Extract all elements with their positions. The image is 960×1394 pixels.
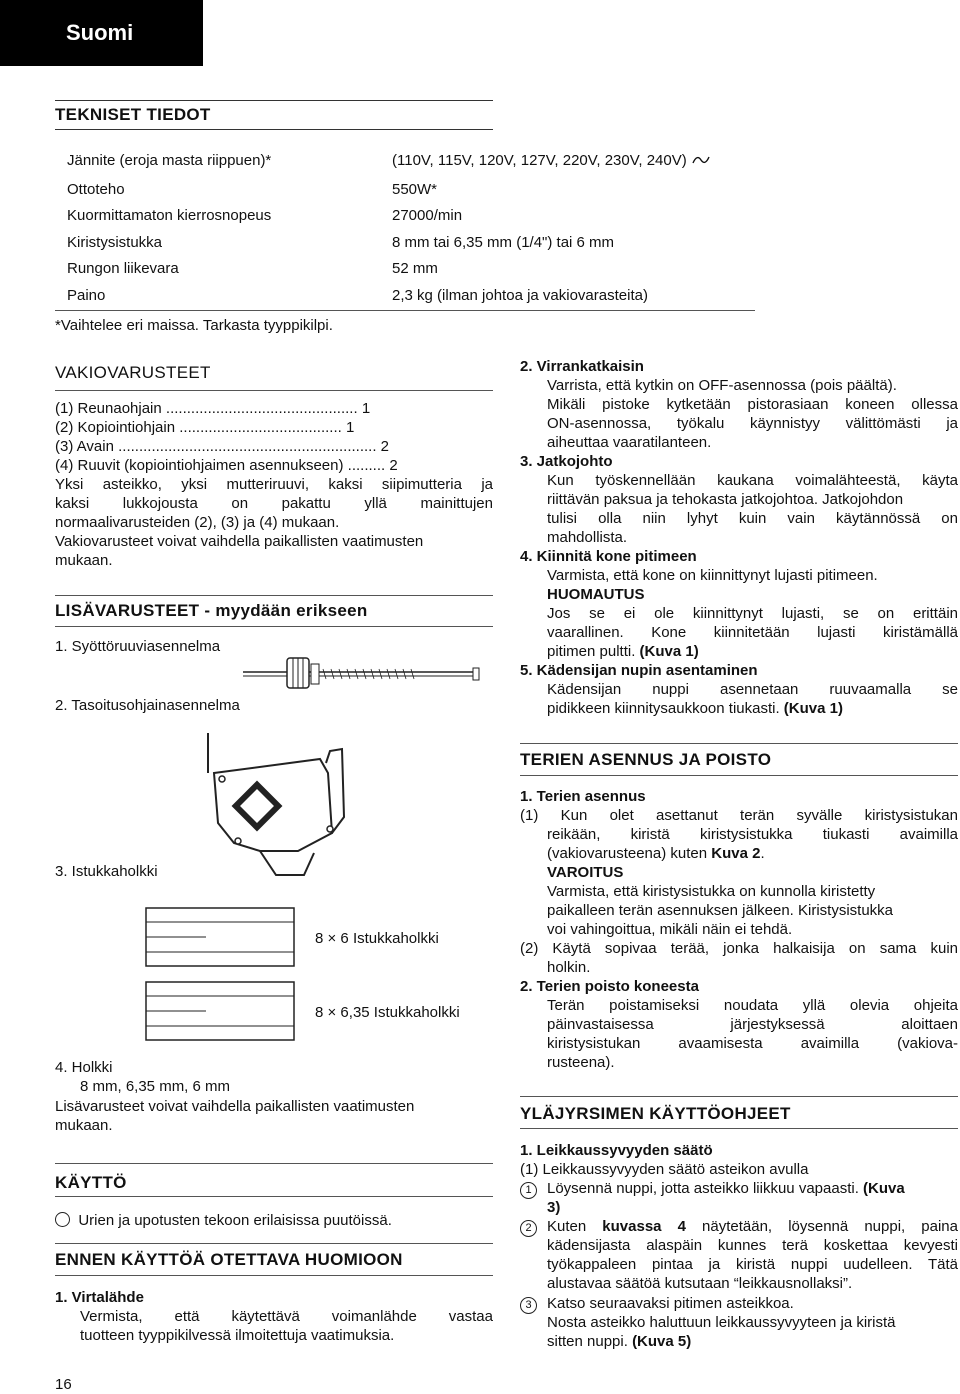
section-title: 2. Terien poisto koneesta: [520, 978, 699, 995]
note-label: VAROITUS: [547, 864, 624, 881]
body-text: (2) Käytä sopivaa terää, jonka halkaisija on sama kuin: [520, 940, 958, 957]
body-text: Varrista, että kytkin on OFF-asennossa (pois päältä).: [547, 377, 897, 394]
divider: [55, 390, 493, 391]
body-text: (1) Kun olet asettanut terän syvälle kiristysistukan: [520, 807, 958, 824]
figure-ref: (Kuva 1): [783, 700, 843, 717]
circled-number-icon: 1: [520, 1182, 537, 1199]
divider: [55, 595, 493, 596]
body-text: kaksi lukkojousta on pakattu yllä mainittujen: [55, 495, 493, 512]
body-text: vaarallinen. Kone kiinnitetään lujasti kiristämällä: [547, 624, 958, 641]
list-item: Urien ja upotusten tekoon erilaisissa puutöissä.: [55, 1211, 392, 1230]
collet-label: 8 × 6 Istukkaholkki: [315, 930, 439, 947]
body-text: pitimen pultti. (Kuva 1): [547, 643, 699, 660]
spec-value: 550W*: [392, 181, 438, 198]
body-text: tulisi olla niin lyhyt kuin vain käytännössä on: [547, 510, 958, 527]
feed-screw-illustration: [243, 652, 483, 692]
body-text: Löysennä nuppi, jotta asteikko liikkuu vapaasti. (Kuva: [547, 1180, 905, 1197]
spec-label: Rungon liikevara: [67, 260, 179, 277]
section-title: 3. Jatkojohto: [520, 453, 613, 470]
body-text: päinvastaisessa järjestyksessä aloittaen: [547, 1016, 958, 1033]
divider: [55, 1275, 493, 1276]
step-number: [520, 1179, 537, 1199]
spec-label: Kuormittamaton kierrosnopeus: [67, 207, 272, 224]
before-use-heading: ENNEN KÄYTTÖÄ OTETTAVA HUOMIOON: [55, 1250, 403, 1269]
step-number: [520, 1217, 537, 1237]
body-text: Lisävarusteet voivat vaihdella paikallisten vaatimusten: [55, 1098, 415, 1115]
spec-value: (110V, 115V, 120V, 127V, 220V, 230V, 240V): [392, 152, 711, 169]
bits-heading: TERIEN ASENNUS JA POISTO: [520, 750, 772, 769]
spec-label: Kiristysistukka: [67, 234, 163, 251]
optional-heading: LISÄVARUSTEET - myydään erikseen: [55, 601, 368, 620]
figure-ref: (Kuva 1): [639, 643, 699, 660]
step-number: [520, 1294, 537, 1314]
specs-footnote: *Vaihtelee eri maissa. Tarkasta tyyppikilpi.: [55, 317, 333, 334]
note-label: HUOMAUTUS: [547, 586, 645, 603]
body-text: pidikkeen kiinnitysaukkoon tiukasti. (Kuva 1): [547, 700, 843, 717]
body-text: rusteena).: [547, 1054, 615, 1071]
body-text: (1) Leikkaussyvyyden säätö asteikon avulla: [520, 1161, 809, 1178]
body-text: holkin.: [547, 959, 591, 976]
body-text: Vermista, että käytettävä voimanlähde vastaa: [80, 1308, 493, 1325]
section-title: 1. Terien asennus: [520, 788, 646, 805]
divider: [520, 775, 958, 776]
body-text: ON-asennossa, työkalu käynnistyy välittömästi ja: [547, 415, 958, 432]
figure-ref: Kuva 2: [711, 845, 761, 862]
body-text: Terän poistamiseksi noudata yllä olevia ohjeita: [547, 997, 958, 1014]
divider: [55, 1243, 493, 1244]
spec-value: 27000/min: [392, 207, 463, 224]
circled-number-icon: 3: [520, 1297, 537, 1314]
spec-value: 52 mm: [392, 260, 438, 277]
body-text: Kun työskennellään kaukana voimalähteestä, käyta: [547, 472, 958, 489]
language-tab: Suomi: [0, 0, 203, 66]
section-title: 5. Kädensijan nupin asentaminen: [520, 662, 758, 679]
divider: [520, 743, 958, 744]
collet-illustration: [146, 982, 296, 1042]
list-item: 4. Holkki: [55, 1059, 113, 1076]
body-text: voi vahingoittua, mikäli näin ei tehdä.: [547, 921, 793, 938]
list-item: (1) Reunaohjain .............................................. 1: [55, 400, 371, 417]
divider: [520, 1128, 958, 1129]
list-item: (4) Ruuvit (kopiointiohjaimen asennukseen) ......... 2: [55, 457, 398, 474]
circle-bullet-icon: [55, 1212, 70, 1227]
body-text: tuotteen tyyppikilvessä ilmoitettuja vaatimuksia.: [80, 1327, 395, 1344]
section-title: 1. Leikkaussyvyyden säätö: [520, 1142, 713, 1159]
divider: [55, 310, 755, 311]
list-item: 3. Istukkaholkki: [55, 863, 158, 880]
body-text: Nosta asteikko haluttuun leikkaussyvyyteen ja kiristä: [547, 1314, 896, 1331]
body-text: riittävän paksua ja tehokasta jatkojohtoa. Jatkojohdon: [547, 491, 904, 508]
divider: [55, 626, 493, 627]
body-text: kiristysistukan avaamisesta avaimilla (vakiova-: [547, 1035, 958, 1052]
body-text: reikään, kiristä kiristysistukka tiukasti avaimilla: [547, 826, 958, 843]
figure-ref: (Kuva 5): [632, 1333, 692, 1350]
ac-symbol-icon: [691, 152, 711, 168]
divider: [55, 1163, 493, 1164]
section-title: 1. Virtalähde: [55, 1289, 144, 1306]
list-item: (3) Avain .............................................................. 2: [55, 438, 390, 455]
collet-illustration: [146, 908, 296, 968]
body-text: Jos se ei ole kiinnittynyt lujasti, se on erittäin: [547, 605, 958, 622]
body-text: Mikäli pistoke kytketään pistorasiaan koneen ollessa: [547, 396, 958, 413]
list-item: 1. Syöttöruuviasennelma: [55, 638, 221, 655]
body-text: alustavaa säätöä kutsutaan “leikkausnollaksi”.: [547, 1275, 853, 1292]
divider: [55, 1196, 493, 1197]
body-text: Yksi asteikko, yksi mutteriruuvi, kaksi siipimutteria ja: [55, 476, 493, 493]
specs-heading: TEKNISET TIEDOT: [55, 105, 211, 124]
body-text: Varmista, että kone on kiinnittynyt lujasti pitimeen.: [547, 567, 878, 584]
body-text: työkappaleen pintaa ja kiristä nuppi uudelleen. Tätä: [547, 1256, 958, 1273]
spec-label: Ottoteho: [67, 181, 125, 198]
section-title: 2. Virrankatkaisin: [520, 358, 644, 375]
body-text: paikalleen terän asennuksen jälkeen. Kiristysistukka: [547, 902, 894, 919]
body-text: sitten nuppi. (Kuva 5): [547, 1333, 692, 1350]
divider: [520, 1096, 958, 1097]
body-text: Katso seuraavaksi pitimen asteikkoa.: [547, 1295, 794, 1312]
body-text: (vakiovarusteena) kuten Kuva 2.: [547, 845, 765, 862]
router-heading: YLÄJYRSIMEN KÄYTTÖOHJEET: [520, 1104, 791, 1123]
body-text: normaalivarusteiden (2), (3) ja (4) mukaan.: [55, 514, 340, 531]
trimmer-guide-illustration: [200, 733, 370, 883]
list-item: 2. Tasoitusohjainasennelma: [55, 697, 240, 714]
body-text: Kuten kuvassa 4 näytetään, löysennä nuppi, paina: [547, 1218, 958, 1235]
body-text: mahdollista.: [547, 529, 628, 546]
list-item: (2) Kopiointiohjain ....................................... 1: [55, 419, 355, 436]
divider: [55, 100, 493, 101]
collet-label: 8 × 6,35 Istukkaholkki: [315, 1004, 460, 1021]
body-text: Varmista, että kiristysistukka on kunnolla kiristetty: [547, 883, 876, 900]
body-text: aiheuttaa vaaratilanteen.: [547, 434, 712, 451]
list-item: 8 mm, 6,35 mm, 6 mm: [80, 1078, 231, 1095]
body-text: Kädensijan nuppi asennetaan ruuvaamalla se: [547, 681, 958, 698]
spec-value: 8 mm tai 6,35 mm (1/4") tai 6 mm: [392, 234, 615, 251]
usage-heading: KÄYTTÖ: [55, 1173, 127, 1192]
page-number: 16: [55, 1376, 72, 1393]
spec-label: Paino: [67, 287, 106, 304]
circled-number-icon: 2: [520, 1220, 537, 1237]
body-text: Vakiovarusteet voivat vaihdella paikallisten vaatimusten: [55, 533, 424, 550]
figure-ref: 3): [547, 1199, 561, 1216]
spec-label: Jännite (eroja masta riippuen)*: [67, 152, 272, 169]
body-text: mukaan.: [55, 552, 113, 569]
standard-heading: VAKIOVARUSTEET: [55, 363, 211, 382]
divider: [55, 129, 493, 130]
section-title: 4. Kiinnitä kone pitimeen: [520, 548, 697, 565]
spec-value: 2,3 kg (ilman johtoa ja vakiovarasteita): [392, 287, 648, 304]
body-text: kädensijasta alaspäin kunnes terä koskettaa kevyesti: [547, 1237, 958, 1254]
figure-ref: (Kuva: [863, 1180, 905, 1197]
body-text: mukaan.: [55, 1117, 113, 1134]
